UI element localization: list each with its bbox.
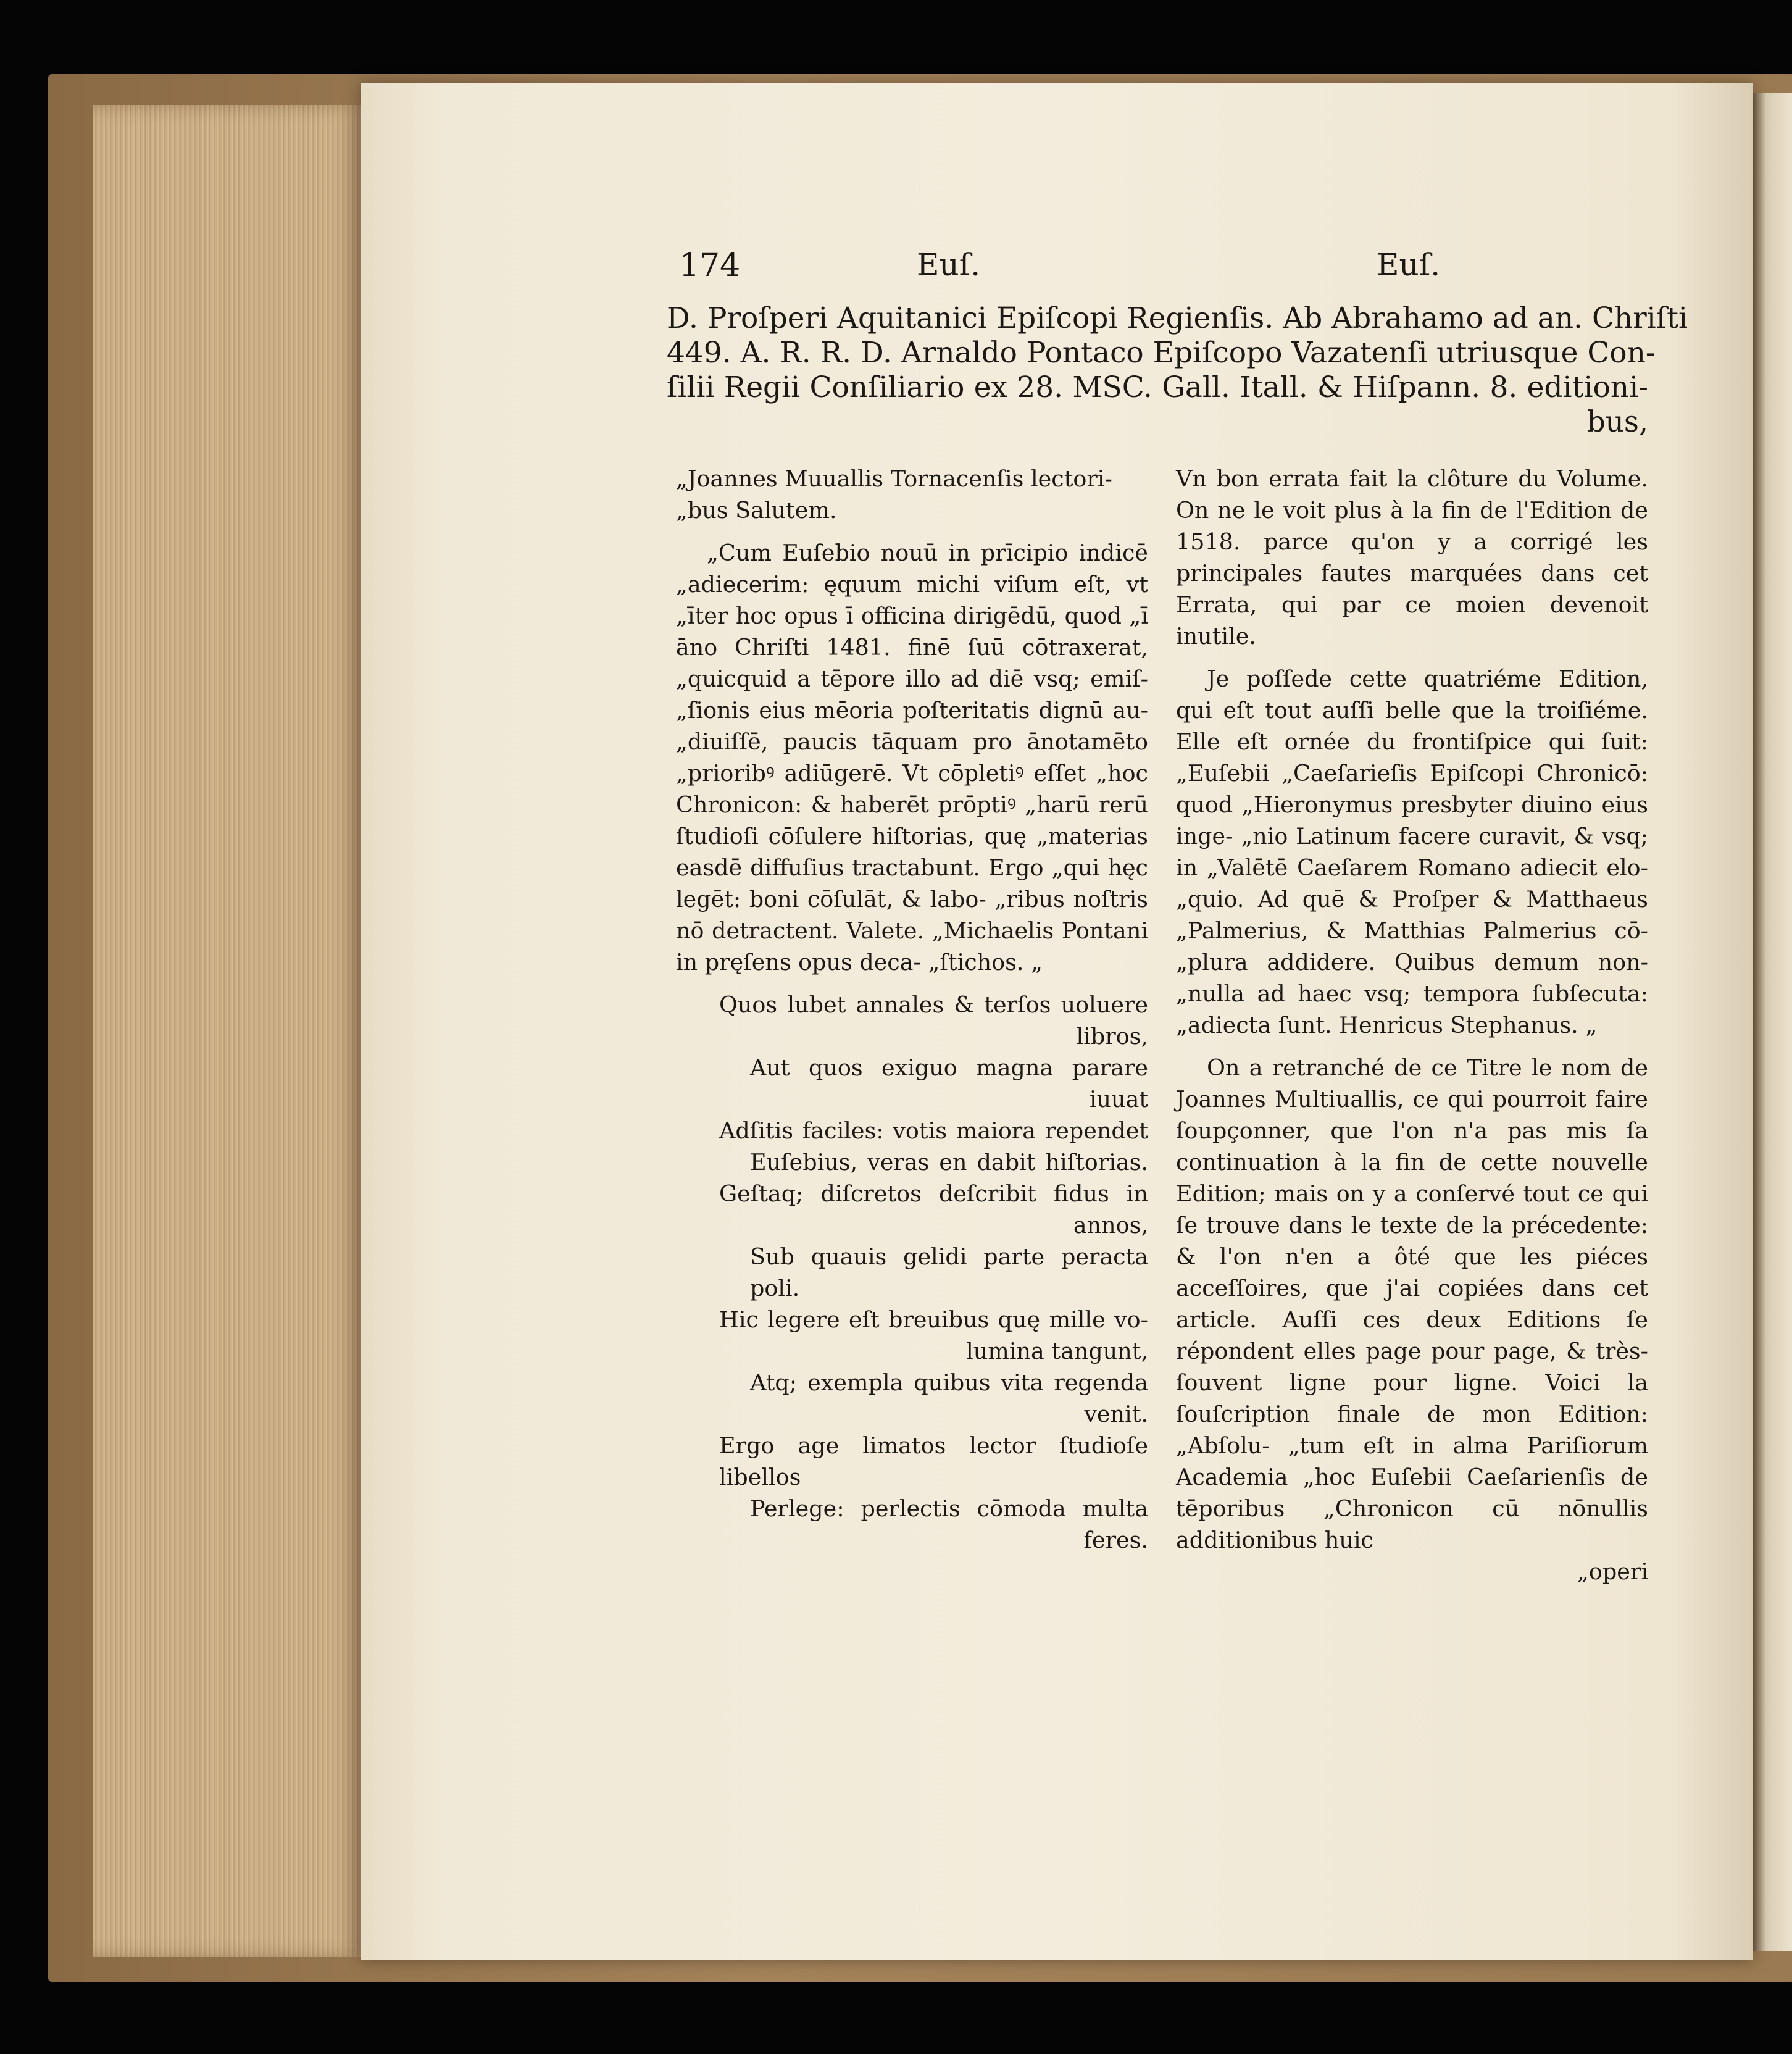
poem-line: Atq; exempla quibus vita regenda bbox=[750, 1369, 1148, 1396]
poem-line: annos, bbox=[1073, 1212, 1148, 1238]
poem-line: Quos lubet annales & terſos uoluere bbox=[719, 992, 1148, 1018]
poem-line: venit. bbox=[1084, 1401, 1148, 1427]
page-header bbox=[679, 247, 1648, 296]
next-page-edge bbox=[1752, 93, 1792, 1951]
running-head-right: Euſ. bbox=[1377, 247, 1441, 283]
poem-line: iuuat bbox=[1089, 1086, 1148, 1113]
poem-line: Adſitis faciles: votis maiora rependet bbox=[719, 1117, 1148, 1144]
poem-line: Euſebius, veras en dabit hiſtorias. bbox=[750, 1149, 1148, 1175]
paragraph-title-change: On a retranché de ce Titre le nom de Joannes Multiuallis, ce qui pourroit faire ſoupçonner, que l'on n'a pas mis ſa continuation à la fin de cette nouvelle Edition; mais on y a conſervé tout ce qui ſe trouve dans le texte de la précedente: & l'on n'en a ôté que les piéces acceſſoires, que j'ai copiées dans cet article. Auſſi ces deux Editions ſe répondent elles page pour page, & très-ſouvent ligne pour ligne. Voici la ſouſcription finale de mon Edition: „Abſolu- „tum eſt in alma Pariſiorum Academia „hoc Euſebii Caeſarienſis de tēporibus „Chronicon cū nōnullis additionibus huic bbox=[1176, 1054, 1648, 1553]
page-number: 174 bbox=[679, 247, 741, 284]
poem-line: Perlege: perlectis cōmoda multa bbox=[750, 1495, 1148, 1522]
title-line: ſilii Regii Conſiliario ex 28. MSC. Gall. Itall. & Hiſpann. 8. editioni- bbox=[667, 370, 1648, 404]
catchword: „operi bbox=[1577, 1558, 1648, 1585]
salutation bbox=[676, 463, 1148, 526]
paragraph-errata: Vn bon errata fait la clôture du Volume. On ne le voit plus à la fin de l'Edition de 1518. parce qu'on y a corrigé les principales fautes marquées dans cet Errata, qui par ce moien devenoit inutile. bbox=[1176, 465, 1648, 649]
poem-line: feres. bbox=[1083, 1527, 1148, 1553]
poem-line: Aut quos exiguo magna parare bbox=[750, 1054, 1148, 1081]
poem-line: lumina tangunt, bbox=[966, 1338, 1148, 1364]
decastichos-poem bbox=[676, 989, 1148, 1556]
poem-line: Ergo age limatos lector ſtudioſe libellos bbox=[719, 1432, 1148, 1490]
poem-line: Sub quauis gelidi parte peracta poli. bbox=[750, 1243, 1148, 1301]
left-column bbox=[676, 463, 1148, 1556]
salutation-line: „bus Salutem. bbox=[676, 497, 837, 524]
salutation-line: „Joannes Muuallis Tornacenſis lectori- bbox=[676, 465, 1112, 492]
title-block bbox=[667, 301, 1688, 440]
poem-line: libros, bbox=[1076, 1023, 1148, 1050]
title-line: bus, bbox=[1586, 405, 1648, 439]
poem-line: Geſtaq; diſcretos deſcribit fidus in bbox=[719, 1180, 1148, 1207]
running-head-left: Euſ. bbox=[917, 247, 981, 283]
poem-line: Hic legere eſt breuibus quę mille vo- bbox=[719, 1306, 1148, 1333]
paragraph-fourth-edition: Je poſſede cette quatriéme Edition, qui eſt tout auſſi belle que la troiſiéme. Elle eſt ornée du frontiſpice qui ſuit: „Euſebii „Caeſarieſis Epiſcopi Chronicō: quod „Hieronymus presbyter diuino eius inge- „nio Latinum facere curavit, & vsq; in „Valētē Caeſarem Romano adiecit elo- „quio. Ad quē & Proſper & Matthaeus „Palmerius, & Matthias Palmerius cō- „plura addidere. Quibus demum non- „nulla ad haec vsq; tempora ſubſecuta: „adiecta ſunt. Henricus Stephanus. „ bbox=[1176, 666, 1648, 1038]
title-line: 449. A. R. R. D. Arnaldo Pontaco Epiſcopo Vazatenſi utriusque Con- bbox=[667, 336, 1656, 370]
letter-paragraph: „Cum Euſebio nouū in prīcipio indicē „adiecerim: ęquum michi viſum eſt, vt „īter hoc opus ī officina dirigēdū, quod „ī āno Chriſti 1481. finē ſuū cōtraxerat, „quicquid a tēpore illo ad diē vsq; emiſ- „ſionis eius mēoria poſteritatis dignū au- „diuiſſē, paucis tāquam pro ānotamēto „prioribꝰ adiūgerē. Vt cōpletiꝰ eſſet „hoc Chronicon: & haberēt prōptiꝰ „harū rerū ſtudioſi cōſulere hiſtorias, quę „materias easdē diffuſius tractabunt. Ergo „qui hęc legēt: boni cōſulāt, & labo- „ribus noſtris nō detractent. Valete. „Michaelis Pontani in pręſens opus deca- „ſtichos. „ bbox=[676, 540, 1148, 975]
page-edges bbox=[93, 105, 364, 1957]
title-line: D. Proſperi Aquitanici Epiſcopi Regienſis. Ab Abrahamo ad an. Chriſti bbox=[667, 301, 1688, 335]
right-column bbox=[1176, 463, 1648, 1587]
